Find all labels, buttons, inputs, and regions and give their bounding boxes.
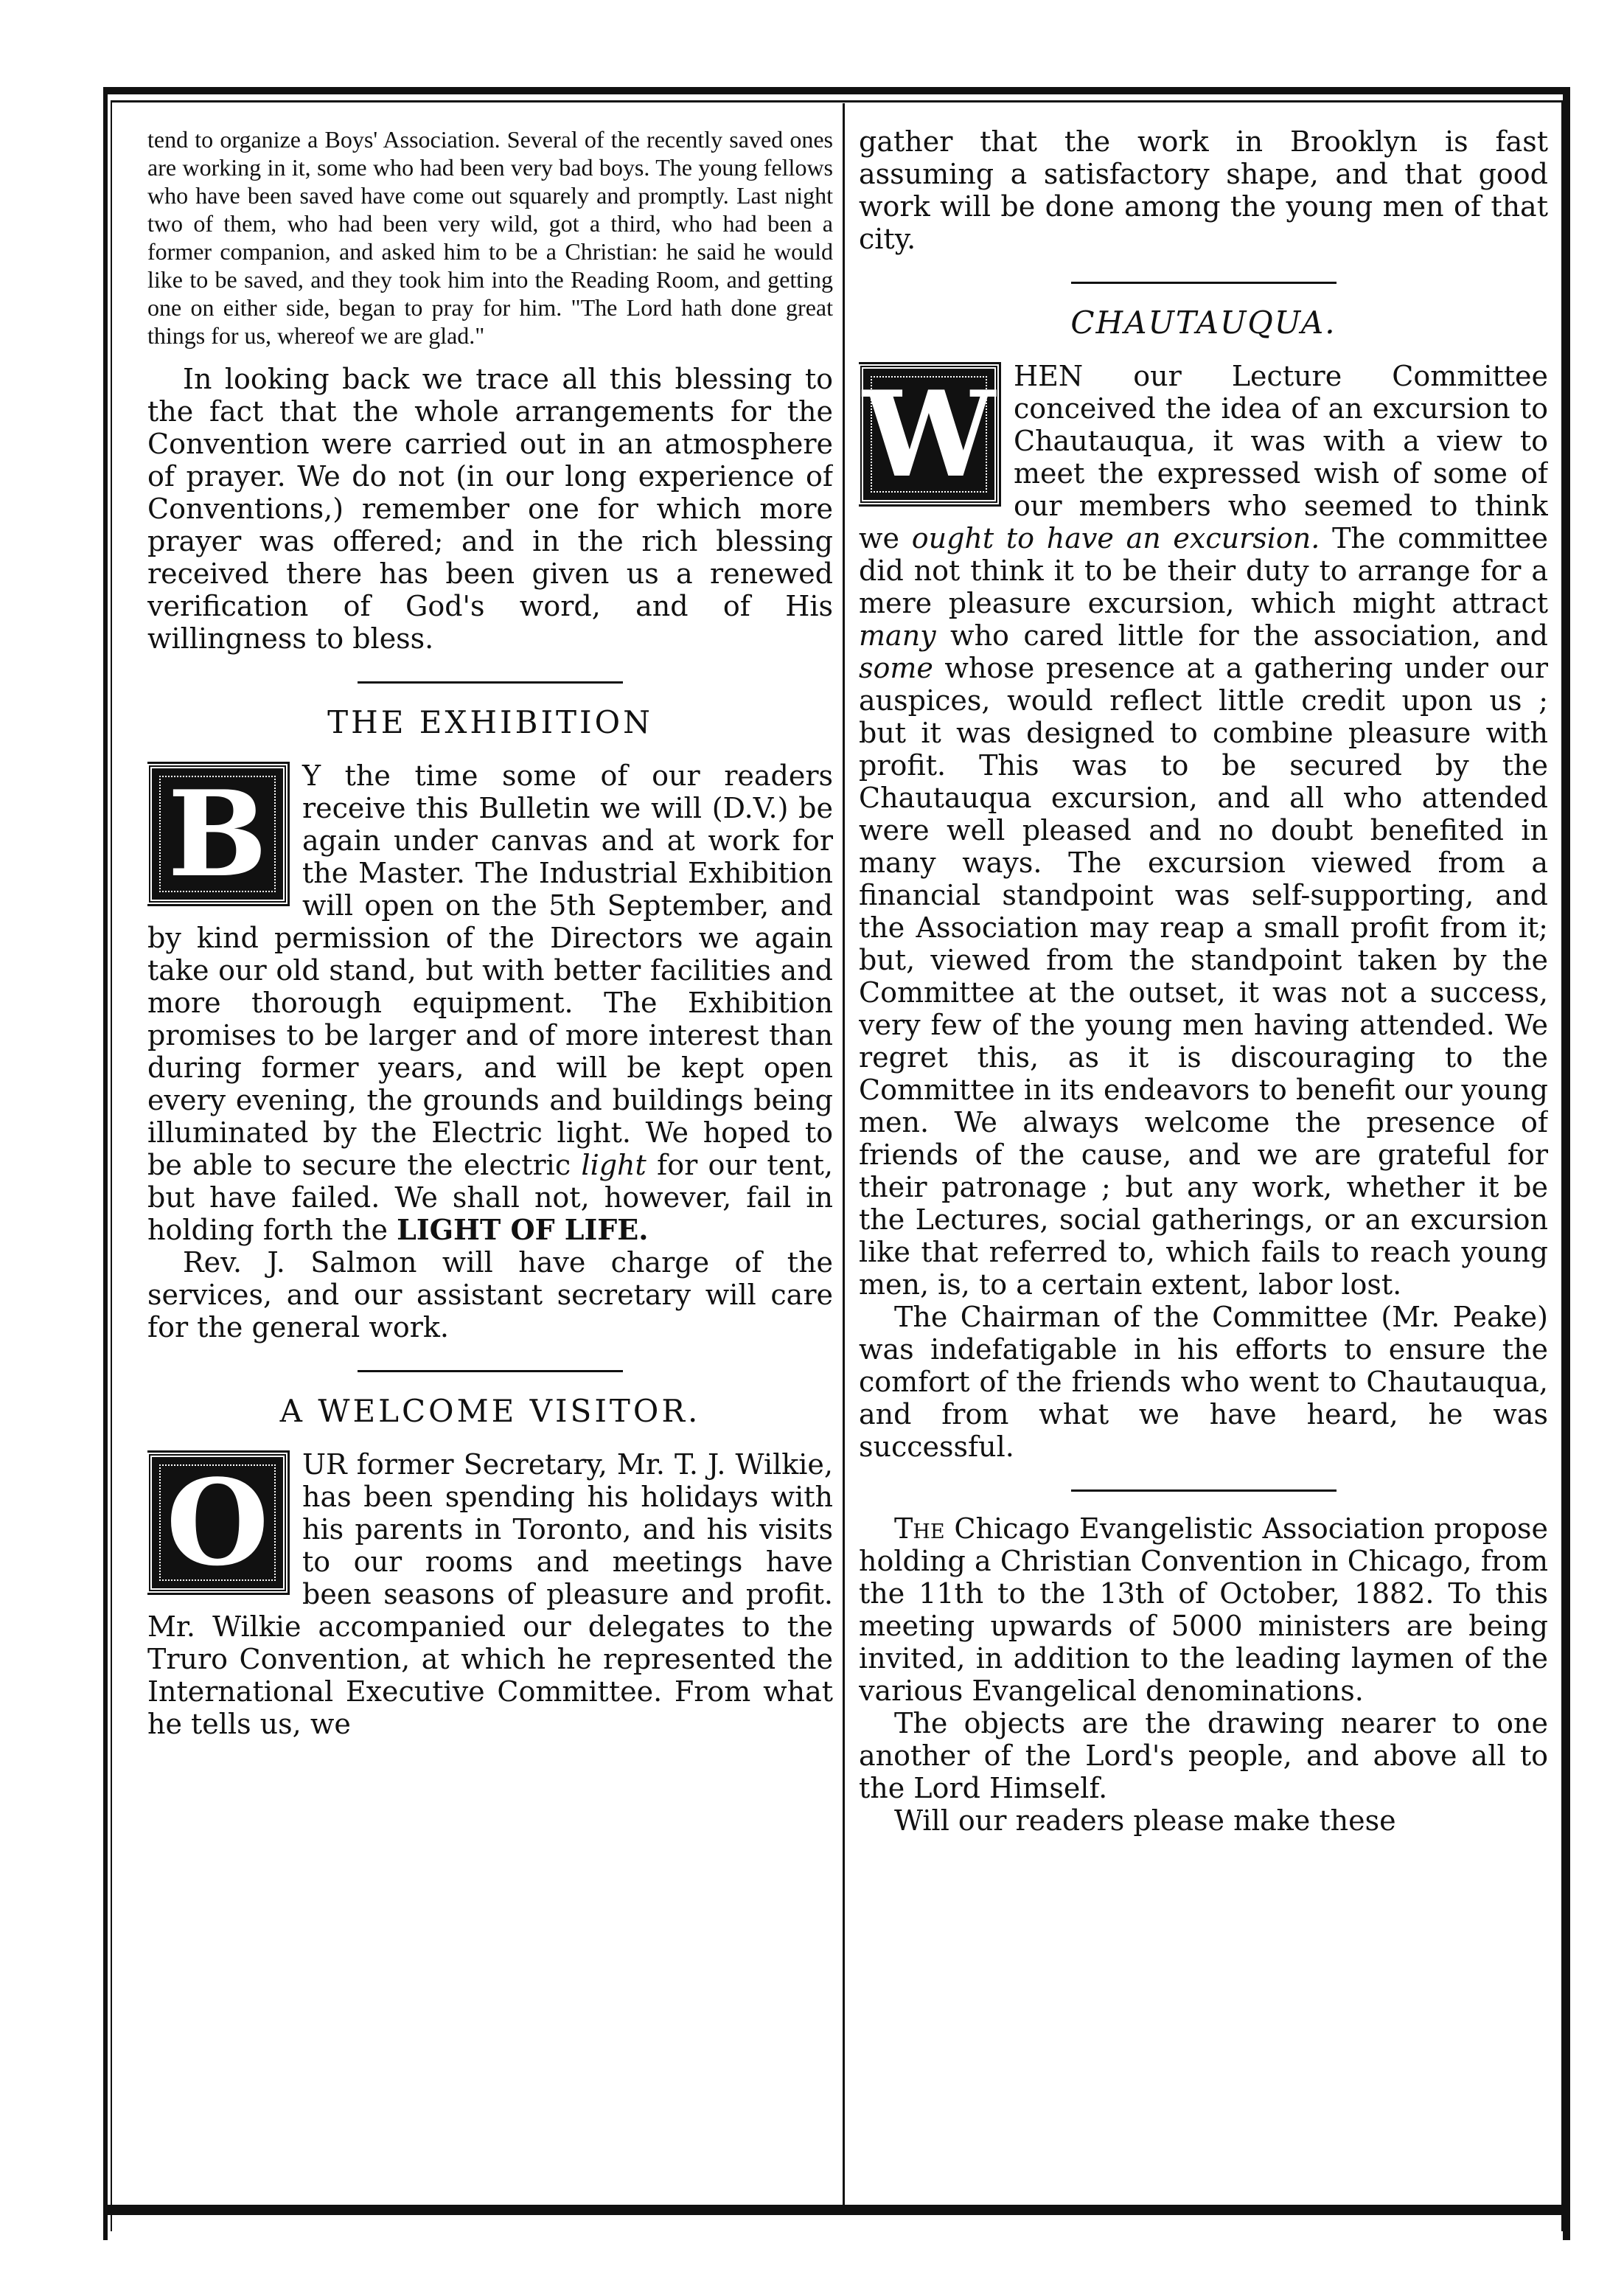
- boys-association-paragraph: tend to organize a Boys' Association. Several of the recently saved ones are working in it, some who had been very bad boys. The young fellows who have been saved have come out squarely and promptly. Last night two of them, who had been very wild, got a third, who had been a former companion, and asked him to be a Christian: he said he would like to be saved, and they took him into the Reading Room, and getting one on either side, began to pray for him. "The Lord hath done great things for us, whereof we are glad.": [147, 126, 833, 349]
- drop-cap-o: O: [147, 1453, 287, 1593]
- section-divider: [358, 1370, 623, 1372]
- exhibition-services-paragraph: Rev. J. Salmon will have charge of the services, and our assistant secretary will care for the general work.: [147, 1246, 833, 1343]
- exhibition-paragraph: Y the time some of our readers receive this Bulletin we will (D.V.) be again under canvas and at work for the Master. The Industrial Exhibition will open on the 5th September, and by kind permission of the Directors we again take our old stand, but with better facilities and more thorough equipment. The Exhibition promises to be larger and of more interest than during former years, and will be kept open every evening, the grounds and buildings being illuminated by the Electric light. We hoped to be able to secure the electric light for our tent, but have failed. We shall not, however, fail in holding forth the LIGHT OF LIFE.: [147, 759, 833, 1246]
- right-column: [859, 125, 1548, 2190]
- exhibition-heading: THE EXHIBITION: [327, 704, 653, 740]
- visitor-paragraph: UR former Secretary, Mr. T. J. Wilkie, has been spending his holidays with his parents in Toronto, and his visits to our rooms and meetings have been seasons of pleasure and profit. Mr. Wilkie accompanied our delegates to the Truro Convention, at which he represented the International Executive Committee. From what he tells us, we: [147, 1448, 833, 1740]
- chautauqua-paragraph: HEN our Lecture Committee conceived the idea of an excursion to Chautauqua, it was with a view to meet the expressed wish of some of our members who seemed to think we ought to have an excursion. The committee did not think it to be their duty to arrange for a mere pleasure excursion, which might attract many who cared little for the association, and some whose presence at a gathering under our auspices, would reflect little credit upon us ; but it was designed to combine pleasure with profit. This was to be secured by the Chautauqua excursion, and all who attended were well pleased and no doubt benefited in many ways. The excursion viewed from a financial standpoint was self-supporting, and the Association may reap a small profit from it; but, viewed from the standpoint taken by the Committee at the outset, it was not a success, very few of the young men having attended. We regret this, as it is discouraging to the Committee in its endeavors to benefit our young men. We always welcome the presence of friends of the cause, and we are grateful for their patronage ; but any work, whether it be the Lectures, social gatherings, or an excursion like that referred to, which fails to reach young men, is, to a certain extent, labor lost.: [859, 360, 1548, 1301]
- chautauqua-heading: CHAUTAUQUA.: [1070, 305, 1337, 341]
- welcome-visitor-heading: A WELCOME VISITOR.: [279, 1393, 701, 1429]
- readers-paragraph: Will our readers please make these: [894, 1804, 1396, 1837]
- column-divider: [843, 103, 845, 2205]
- section-divider: [358, 681, 623, 684]
- section-divider: [1071, 282, 1337, 284]
- objects-paragraph: The objects are the drawing nearer to one another of the Lord's people, and above all to the Lord Himself.: [859, 1707, 1548, 1804]
- chairman-paragraph: The Chairman of the Committee (Mr. Peake) was indefatigable in his efforts to ensure the comfort of the friends who went to Chautauqua, and from what we have heard, he was successful.: [859, 1301, 1548, 1463]
- convention-paragraph: In looking back we trace all this blessing to the fact that the whole arrangements for the Convention were carried out in an atmosphere of prayer. We do not (in our long experience of Conventions,) remember one for which more prayer was offered; and in the rich blessing received there has been given us a renewed verification of God's word, and of His willingness to bless.: [147, 363, 833, 655]
- left-column: [147, 125, 833, 2190]
- chicago-paragraph: The Chicago Evangelistic Association propose holding a Christian Convention in Chicago, from the 11th to the 13th of October, 1882. To this meeting upwards of 5000 ministers are being invited, in addition to the leading laymen of the various Evangelical denominations.: [859, 1512, 1548, 1707]
- bottom-border: [103, 2205, 1570, 2215]
- drop-cap-b: B: [147, 764, 287, 904]
- section-divider: [1071, 1489, 1337, 1492]
- drop-cap-w: W: [859, 364, 999, 504]
- brooklyn-paragraph: gather that the work in Brooklyn is fast assuming a satisfactory shape, and that good work will be done among the young men of that city.: [859, 125, 1548, 255]
